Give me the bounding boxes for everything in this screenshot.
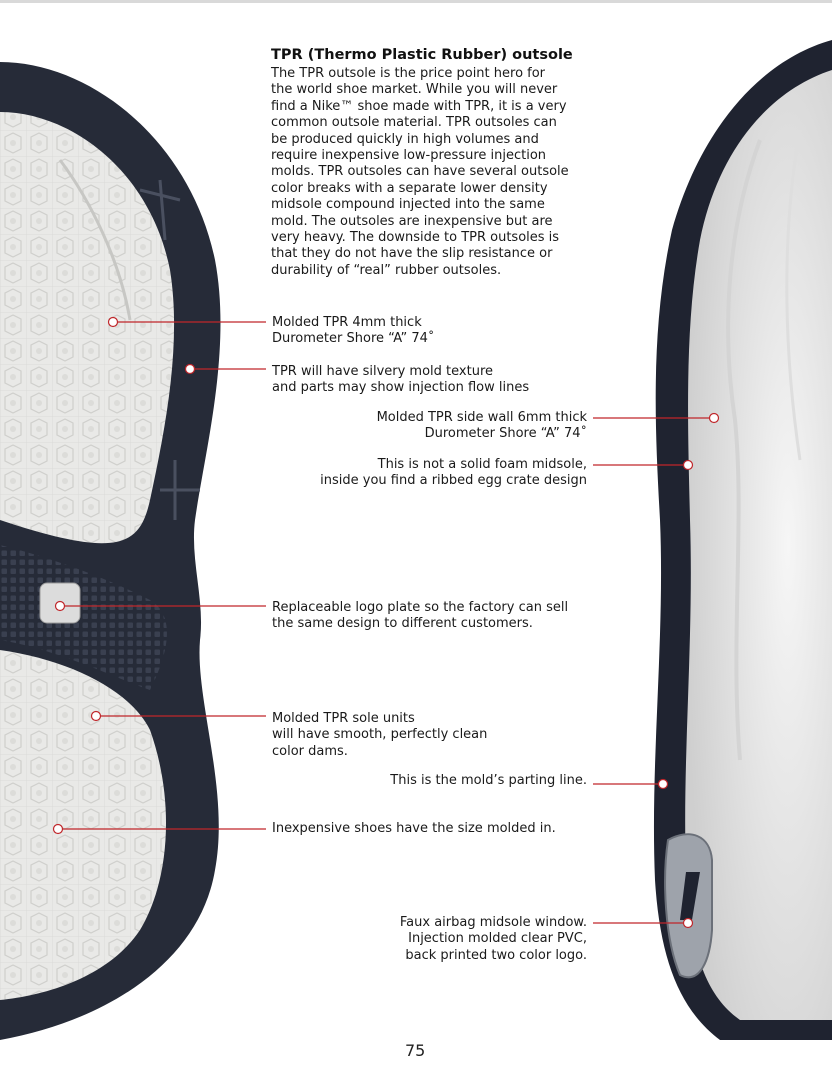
callout-line: Faux airbag midsole window. <box>399 915 587 930</box>
intro-line: color breaks with a separate lower density <box>271 180 548 196</box>
section-heading: TPR (Thermo Plastic Rubber) outsole <box>271 47 573 63</box>
intro-line: that they do not have the slip resistance or <box>271 246 553 262</box>
callout-sidewall <box>377 410 587 443</box>
callout-texture <box>272 364 529 397</box>
callout-line: Molded TPR side wall 6mm thick <box>376 410 587 425</box>
shoe-side-illustration <box>654 40 832 1040</box>
callout-line: Durometer Shore “A” 74˚ <box>424 426 587 442</box>
intro-line: molds. TPR outsoles can have several outsole <box>271 164 569 180</box>
callout-line: the same design to different customers. <box>272 616 533 632</box>
page-number: 75 <box>405 1041 426 1060</box>
callout-midsole <box>320 457 587 490</box>
callout-line: and parts may show injection flow lines <box>272 380 530 396</box>
intro-line: the world shoe market. While you will never <box>271 82 558 98</box>
callout-sole-units <box>272 711 487 760</box>
intro-line: common outsole material. TPR outsoles can <box>271 115 557 131</box>
callout-airbag <box>400 915 587 964</box>
callout-line: will have smooth, perfectly clean <box>272 727 488 743</box>
callout-logo-plate <box>272 600 568 633</box>
callout-line: Inexpensive shoes have the size molded in. <box>272 821 556 836</box>
callout-line: This is the mold’s parting line. <box>390 773 587 788</box>
intro-line: be produced quickly in high volumes and <box>271 131 539 147</box>
intro-paragraph <box>271 66 601 279</box>
callout-line: Molded TPR 4mm thick <box>272 315 422 330</box>
intro-line: durability of “real” rubber outsoles. <box>271 262 502 278</box>
callout-thickness <box>272 315 434 348</box>
intro-line: very heavy. The downside to TPR outsoles is <box>271 230 560 246</box>
intro-line: midsole compound injected into the same <box>271 197 545 213</box>
callout-size <box>272 821 556 837</box>
callout-line: Molded TPR sole units <box>272 711 415 726</box>
callout-line: Injection molded clear PVC, <box>408 931 587 947</box>
callout-line: TPR will have silvery mold texture <box>272 364 493 379</box>
callout-parting-line <box>390 773 587 789</box>
callout-line: This is not a solid foam midsole, <box>377 457 587 472</box>
sole-bottom-illustration <box>0 62 220 1040</box>
callout-line: back printed two color logo. <box>405 947 587 963</box>
callout-line: inside you find a ribbed egg crate design <box>320 473 587 489</box>
intro-line: find a Nike™ shoe made with TPR, it is a very <box>271 98 567 114</box>
callout-line: Replaceable logo plate so the factory can sell <box>272 600 569 615</box>
intro-line: The TPR outsole is the price point hero for <box>271 66 546 81</box>
callout-line: Durometer Shore “A” 74˚ <box>272 331 435 347</box>
intro-line: mold. The outsoles are inexpensive but are <box>271 213 553 229</box>
intro-line: require inexpensive low-pressure injection <box>271 148 547 164</box>
callout-line: color dams. <box>272 743 348 759</box>
